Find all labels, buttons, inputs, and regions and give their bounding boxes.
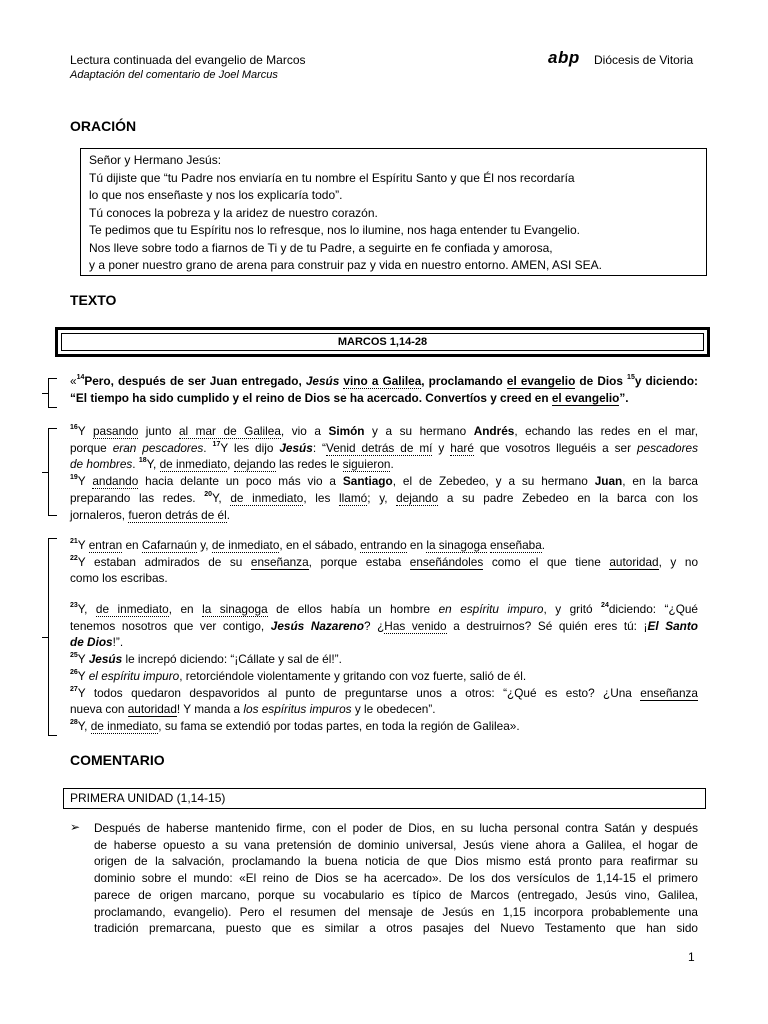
verse-text: entran bbox=[88, 538, 123, 552]
commentary-line: de haberse opuesto a su vana pretensión de dominio universal, Jesús viene ahora a Galilea, el hogar de bbox=[94, 837, 698, 852]
verse-text: Venid detrás de mí bbox=[326, 440, 433, 455]
verse-text: ! Y manda a bbox=[176, 702, 244, 717]
verse-text: Jesús bbox=[279, 440, 313, 455]
verse-text: Y bbox=[77, 474, 93, 489]
verse-number: 20 bbox=[204, 490, 213, 498]
verse-line bbox=[70, 601, 698, 618]
verse-number: 19 bbox=[70, 474, 78, 482]
abp-logo: abp bbox=[548, 48, 580, 67]
verse-number: 18 bbox=[138, 457, 147, 465]
verse-text: fueron detrás de él bbox=[128, 507, 227, 522]
verse-line bbox=[70, 440, 698, 457]
verse-text: porque bbox=[70, 440, 113, 455]
verse-text: Jesús bbox=[88, 652, 123, 667]
commentary-line: parece de origen marcano, porque su vocabulario es típico de Marcos (entregado, Jesús vino, Galilea, bbox=[94, 887, 698, 902]
prayer-line: Tú dijiste que “tu Padre nos enviaría en tu nombre el Espíritu Santo y que Él nos recordaría bbox=[89, 170, 575, 185]
verse-text: de Dios bbox=[575, 374, 628, 388]
verse-text: “El tiempo ha sido cumplido y el reino de Dios se ha acercado. Convertíos y creed en bbox=[70, 390, 552, 405]
prayer-box bbox=[80, 148, 707, 276]
verse-line bbox=[70, 668, 698, 685]
verse-text: hacia delante un poco más vio a bbox=[138, 474, 343, 489]
section-heading-comentario: COMENTARIO bbox=[70, 752, 165, 768]
verse-text: Y bbox=[77, 538, 89, 552]
verse-text: como el que tiene bbox=[483, 554, 610, 569]
verse-text: las redes le bbox=[275, 457, 343, 472]
verse-text: , vio a bbox=[280, 424, 329, 438]
verse-text: en bbox=[122, 538, 142, 552]
diocese-name: Diócesis de Vitoria bbox=[594, 53, 694, 67]
verse-text: autoridad bbox=[609, 554, 659, 569]
verse-text: la sinagoga bbox=[426, 538, 487, 552]
verse-text: que vosotros lleguéis a ser bbox=[473, 440, 637, 455]
verse-text: llamó bbox=[339, 490, 368, 505]
verse-text: de inmediato bbox=[211, 538, 280, 552]
verse-text: el espíritu impuro bbox=[88, 668, 180, 683]
bracket-3 bbox=[48, 538, 57, 736]
verse-text: y le obedecen”. bbox=[351, 702, 436, 717]
verse-text: el evangelio bbox=[551, 390, 620, 405]
verse-number: 28 bbox=[70, 718, 78, 726]
verse-text: a destruirnos? Sé quién eres tú: ¡ bbox=[446, 618, 648, 633]
verse-text: . bbox=[226, 507, 231, 522]
verse-text: ”. bbox=[619, 390, 629, 405]
verse-text: Y, bbox=[77, 602, 96, 616]
verse-text: Santiago bbox=[342, 474, 393, 489]
verse-text: en bbox=[406, 538, 427, 552]
prayer-line: y a poner nuestro grano de arena para construir paz y vida en nuestro entorno. AMEN, ASI SEA. bbox=[89, 258, 602, 272]
verse-number: 27 bbox=[70, 685, 78, 693]
verse-text: , el de Zebedeo, y a su hermano bbox=[392, 474, 595, 489]
verse-text: a su padre Zebedeo en la barca con los bbox=[438, 490, 698, 505]
commentary-line: origen de la salvación, proclamando la buena noticia de que Dios mismo está pronto para reafirmar su bbox=[94, 854, 698, 869]
verse-text: Y bbox=[77, 424, 93, 438]
verse-text: Has venido bbox=[384, 618, 447, 633]
verse-text: autoridad bbox=[127, 702, 177, 717]
verse-text: al mar de Galilea bbox=[178, 424, 281, 438]
verse-text: y a su hermano bbox=[364, 424, 474, 438]
bracket-1 bbox=[48, 378, 57, 408]
verse-text: , les bbox=[303, 490, 340, 505]
verse-text: , y no bbox=[658, 554, 699, 569]
verse-text: , bbox=[227, 457, 234, 472]
verse-line bbox=[70, 701, 698, 718]
verse-text: dejando bbox=[233, 457, 276, 472]
passage-paragraph-3 bbox=[70, 537, 698, 587]
verse-text: de ellos había un hombre bbox=[267, 602, 439, 616]
verse-text: Y bbox=[77, 668, 89, 683]
verse-number: 26 bbox=[70, 668, 78, 676]
verse-text: , en el sábado, bbox=[279, 538, 361, 552]
verse-text: Pero, después de ser Juan entregado, bbox=[84, 374, 306, 388]
verse-text: y diciendo: bbox=[634, 374, 698, 388]
passage-paragraph-2 bbox=[70, 423, 698, 523]
commentary-paragraph bbox=[94, 820, 698, 937]
verse-text: pasando bbox=[93, 424, 139, 438]
verse-number: 14 bbox=[76, 374, 85, 381]
verse-text: . bbox=[390, 457, 394, 472]
verse-text: Y estaban admirados de su bbox=[77, 554, 251, 569]
verse-text: . bbox=[541, 538, 546, 552]
verse-text: Cafarnaún bbox=[141, 538, 197, 552]
verse-text: y bbox=[432, 440, 451, 455]
verse-line bbox=[70, 634, 698, 651]
verse-text: y, bbox=[196, 538, 212, 552]
verse-text: Y bbox=[77, 652, 89, 667]
verse-text: eran pescadores bbox=[112, 440, 204, 455]
quote-mark: « bbox=[70, 374, 77, 388]
verse-line bbox=[70, 473, 698, 490]
verse-text: haré bbox=[450, 440, 474, 455]
passage-banner bbox=[55, 327, 710, 357]
commentary-line: tradición premarcana, puesto que es similar a otros pasajes del Nuevo Testamento que han sido bbox=[94, 921, 698, 936]
verse-text: preparando las redes. bbox=[70, 490, 205, 505]
verse-text: !”. bbox=[112, 635, 124, 650]
verse-number: 23 bbox=[70, 602, 78, 609]
passage-reference: MARCOS 1,14-28 bbox=[61, 333, 704, 351]
page-number: 1 bbox=[688, 950, 695, 964]
verse-text: enseñaba bbox=[489, 538, 542, 552]
verse-text: Y les dijo bbox=[220, 440, 280, 455]
verse-text: , su fama se extendió por todas partes, en toda la región de Galilea». bbox=[158, 718, 520, 733]
verse-text: los espíritus impuros bbox=[243, 702, 352, 717]
prayer-line: Tú conoces la pobreza y la aridez de nuestro corazón. bbox=[89, 205, 378, 220]
verse-number: 25 bbox=[70, 652, 78, 660]
verse-line bbox=[70, 554, 698, 571]
verse-text: dejando bbox=[396, 490, 439, 505]
verse-text: . bbox=[203, 440, 213, 455]
verse-number: 17 bbox=[212, 440, 221, 448]
verse-line bbox=[70, 423, 698, 440]
verse-text: Y, bbox=[212, 490, 231, 505]
document-subtitle: Adaptación del comentario de Joel Marcus bbox=[70, 69, 278, 81]
verse-text: Y, bbox=[77, 718, 91, 733]
verse-number: 22 bbox=[70, 554, 78, 562]
verse-text: Jesús Nazareno bbox=[270, 618, 364, 633]
verse-text: , proclamando bbox=[421, 374, 507, 388]
verse-text: , en la barca bbox=[622, 474, 698, 489]
verse-line: como los escribas. bbox=[70, 571, 168, 586]
verse-text: de inmediato bbox=[159, 457, 228, 472]
verse-text: diciendo: “¿Qué bbox=[608, 602, 698, 616]
verse-text: Andrés bbox=[473, 424, 515, 438]
document-title: Lectura continuada del evangelio de Marcos bbox=[70, 53, 306, 67]
unit-title-box: PRIMERA UNIDAD (1,14-15) bbox=[63, 788, 706, 809]
verse-number: 24 bbox=[601, 602, 609, 609]
verse-text: , porque estaba bbox=[308, 554, 410, 569]
verse-line bbox=[70, 490, 698, 507]
verse-text: , y gritó bbox=[543, 602, 602, 616]
verse-line bbox=[70, 651, 698, 668]
verse-line bbox=[70, 456, 698, 473]
verse-line bbox=[70, 390, 698, 407]
prayer-line: lo que nos enseñaste y nos los explicaría todo”. bbox=[89, 188, 343, 202]
verse-line bbox=[70, 373, 698, 390]
verse-text: andando bbox=[92, 474, 139, 489]
prayer-line: Nos lleve sobre todo a fiarnos de Ti y de tu Padre, a seguirte en fe confiada y amorosa, bbox=[89, 240, 553, 255]
verse-text: de inmediato bbox=[95, 602, 169, 616]
verse-text: Juan bbox=[594, 474, 623, 489]
verse-line bbox=[70, 618, 698, 635]
passage-paragraph-1 bbox=[70, 373, 698, 406]
bracket-2 bbox=[48, 428, 57, 516]
verse-text: Jesús bbox=[305, 374, 340, 388]
verse-text: Y todos quedaron despavoridos al punto de preguntarse unos a otros: “¿Qué es esto? ¿Una bbox=[77, 685, 641, 700]
verse-text: : “ bbox=[312, 440, 326, 455]
verse-text: Simón bbox=[328, 424, 365, 438]
verse-text: ? ¿ bbox=[363, 618, 385, 633]
prayer-line: Te pedimos que tu Espíritu nos lo refresque, nos lo ilumine, nos haga entender tu Evangelio. bbox=[89, 223, 580, 237]
verse-text: vino a Galilea bbox=[343, 374, 422, 388]
prayer-line: Señor y Hermano Jesús: bbox=[89, 153, 222, 167]
verse-text: en espíritu impuro bbox=[438, 602, 544, 616]
verse-text: enseñanza bbox=[250, 554, 309, 569]
verse-number: 21 bbox=[70, 538, 78, 545]
arrow-bullet-icon: ➢ bbox=[70, 820, 81, 834]
section-heading-oracion: ORACIÓN bbox=[70, 118, 137, 134]
verse-text: ; y, bbox=[367, 490, 397, 505]
commentary-line: proclamando, evangelio). Pero el resumen del mensaje de Jesús en 1,15 incorpora probablemente una bbox=[94, 904, 698, 919]
verse-text: enseñándoles bbox=[409, 554, 484, 569]
verse-text: la sinagoga bbox=[202, 602, 268, 616]
verse-text: de inmediato bbox=[90, 718, 159, 733]
verse-text: , echando las redes en el mar, bbox=[514, 424, 698, 438]
verse-text: tenemos nosotros que ver contigo, bbox=[70, 618, 271, 633]
commentary-line: Después de haberse mantenido firme, con el poder de Dios, en su lucha personal contra Satán y después bbox=[94, 821, 698, 835]
verse-line bbox=[70, 718, 698, 735]
verse-line bbox=[70, 537, 698, 554]
verse-text: de inmediato bbox=[230, 490, 304, 505]
verse-text: El Santo bbox=[647, 618, 698, 633]
verse-text: , retorciéndole violentamente y gritando con voz fuerte, salió de él. bbox=[179, 668, 527, 683]
verse-line bbox=[70, 685, 698, 702]
verse-text: siguieron bbox=[342, 457, 391, 472]
verse-text: le increpó diciendo: “¡Cállate y sal de él!”. bbox=[122, 652, 342, 667]
verse-number: 15 bbox=[627, 374, 635, 381]
verse-text: Y, bbox=[146, 457, 160, 472]
section-heading-texto: TEXTO bbox=[70, 292, 117, 308]
verse-line bbox=[70, 507, 698, 524]
verse-text: de hombres bbox=[70, 457, 133, 472]
verse-text: jornaleros, bbox=[70, 507, 129, 522]
verse-text: el evangelio bbox=[506, 374, 576, 388]
verse-number: 16 bbox=[70, 424, 78, 431]
verse-text: , en bbox=[168, 602, 203, 616]
verse-text: junto bbox=[138, 424, 179, 438]
verse-text: entrando bbox=[360, 538, 407, 552]
verse-text: . bbox=[132, 457, 139, 472]
verse-text: nueva con bbox=[70, 702, 128, 717]
commentary-line: dominio sobre el mundo: «El reino de Dios se ha acercado». De los dos versículos de 1,14-15 el primero bbox=[94, 871, 698, 886]
verse-text: enseñanza bbox=[640, 685, 698, 700]
verse-text: de Dios bbox=[70, 635, 113, 650]
verse-text: pescadores bbox=[636, 440, 698, 455]
passage-paragraph-4 bbox=[70, 601, 698, 735]
